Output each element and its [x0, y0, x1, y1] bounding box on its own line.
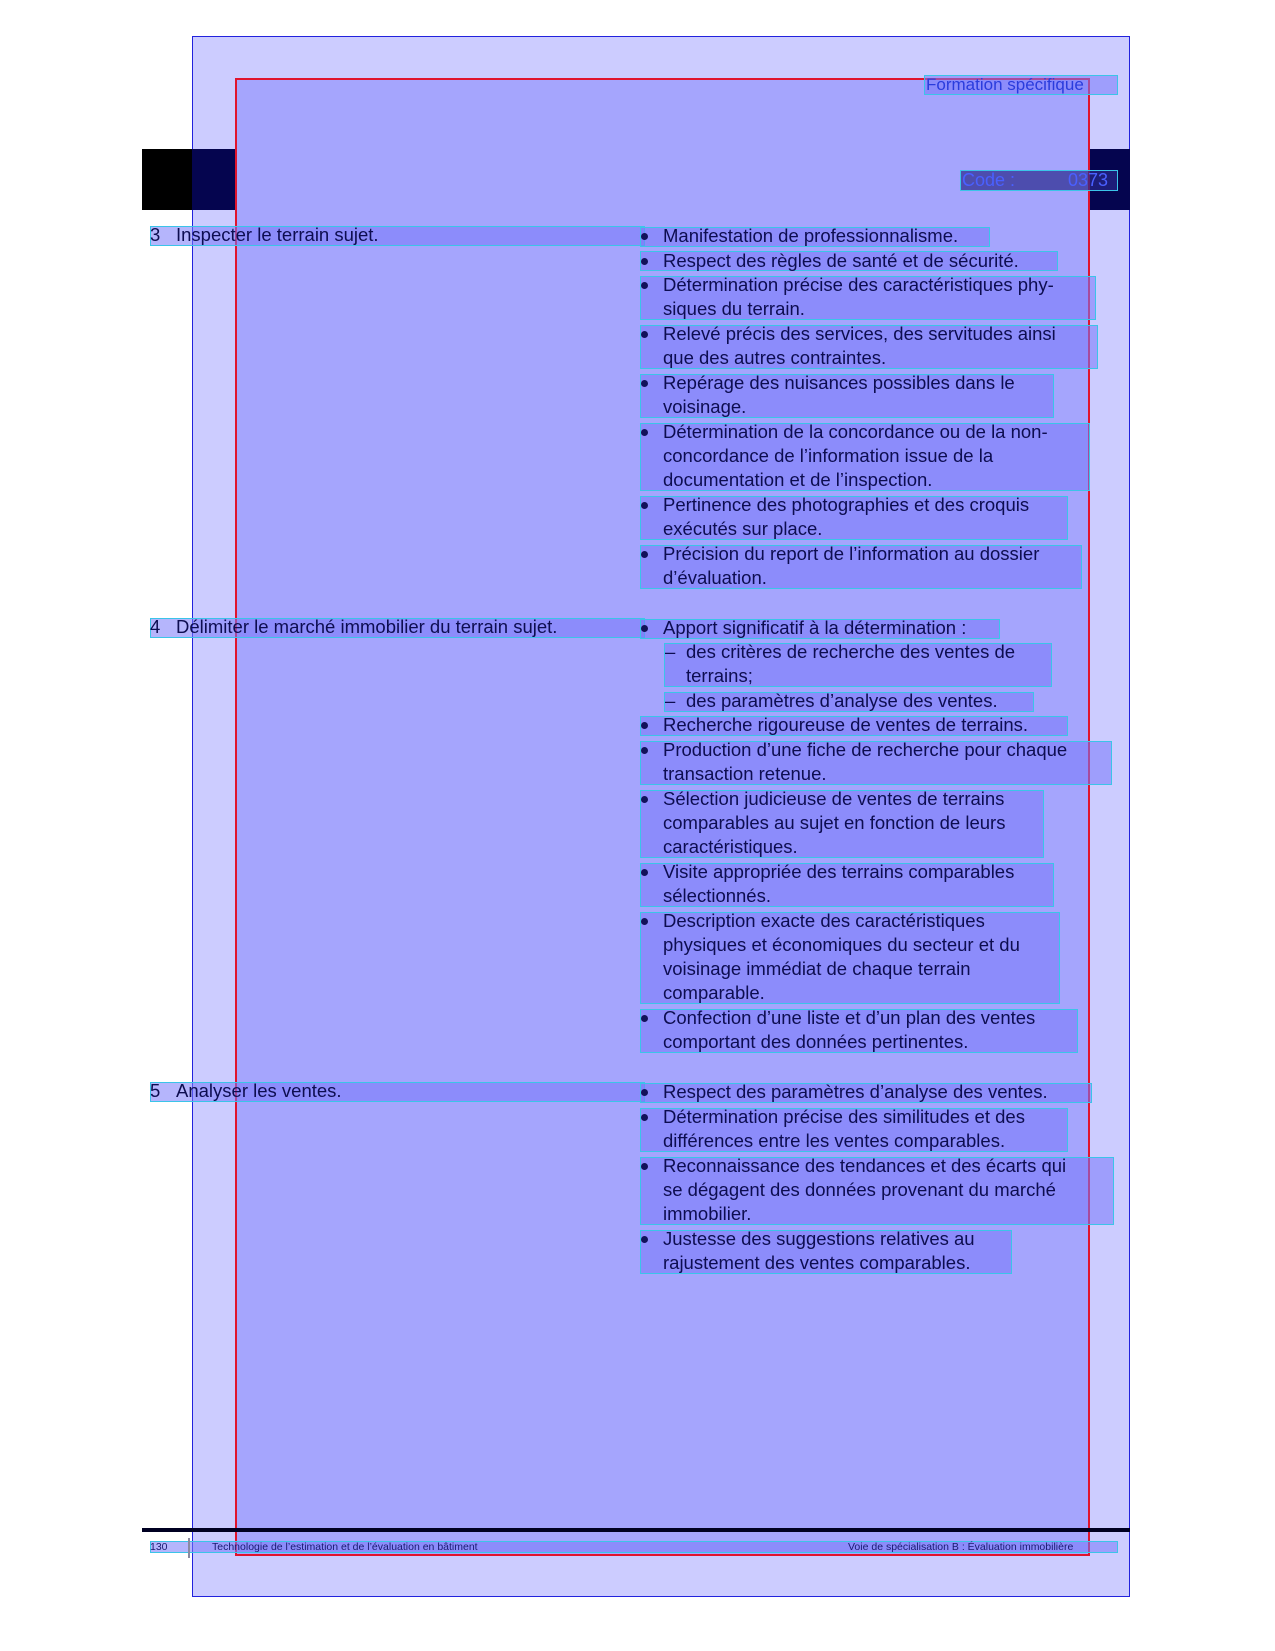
criterion-line: Respect des règles de santé et de sécurité. [663, 250, 1019, 271]
footer-option: Voie de spécialisation B : Évaluation immobilière [848, 1541, 1074, 1553]
criterion-line: que des autres contraintes. [663, 347, 887, 368]
bullet-icon [641, 502, 648, 509]
criterion-subline: des critères de recherche des ventes de [686, 641, 1016, 662]
bullet-icon [641, 551, 648, 558]
criterion-line: Détermination de la concordance ou de la non- [663, 421, 1048, 442]
criterion-line: comparables au sujet en fonction de leurs [663, 812, 1006, 833]
element-text-4: Délimiter le marché immobilier du terrain sujet. [176, 616, 558, 637]
element-number-4: 4 [150, 616, 161, 637]
criterion-line: Recherche rigoureuse de ventes de terrains. [663, 714, 1029, 735]
bullet-icon [641, 282, 648, 289]
criterion-line: Production d’une fiche de recherche pour chaque [663, 739, 1068, 760]
footer-divider [188, 1538, 190, 1558]
bullet-icon [641, 1236, 648, 1243]
element-text-5: Analyser les ventes. [176, 1080, 342, 1101]
element-number-5: 5 [150, 1080, 161, 1101]
criterion-line: immobilier. [663, 1203, 752, 1224]
criterion-line: Sélection judicieuse de ventes de terrains [663, 788, 1005, 809]
criterion-line: transaction retenue. [663, 763, 827, 784]
criterion-line: différences entre les ventes comparables. [663, 1130, 1006, 1151]
criterion-line: documentation et de l’inspection. [663, 469, 933, 490]
bullet-icon [641, 1114, 648, 1121]
criterion-subline: terrains; [686, 665, 753, 686]
criterion-line: rajustement des ventes comparables. [663, 1252, 971, 1273]
criterion-line: sélectionnés. [663, 885, 771, 906]
bullet-icon [641, 233, 648, 240]
criterion-line: physiques et économiques du secteur et du [663, 934, 1020, 955]
dash-icon: – [665, 641, 676, 662]
code-label: Code : [962, 170, 1016, 190]
bullet-icon [641, 722, 648, 729]
criterion-line: Reconnaissance des tendances et des écarts qui [663, 1155, 1067, 1176]
criterion-line: se dégagent des données provenant du marché [663, 1179, 1056, 1200]
criterion-line: voisinage immédiat de chaque terrain [663, 958, 971, 979]
bullet-icon [641, 331, 648, 338]
criterion-line: Confection d’une liste et d’un plan des ventes [663, 1007, 1036, 1028]
dash-icon: – [665, 690, 676, 711]
bullet-icon [641, 796, 648, 803]
criterion-subline: des paramètres d’analyse des ventes. [686, 690, 998, 711]
criterion-line: Détermination précise des caractéristiques phy- [663, 274, 1054, 295]
bullet-icon [641, 625, 648, 632]
criterion-line: voisinage. [663, 396, 747, 417]
criterion-line: exécutés sur place. [663, 518, 823, 539]
criterion-line: Description exacte des caractéristiques [663, 910, 985, 931]
element-text-3: Inspecter le terrain sujet. [176, 224, 379, 245]
criterion-line: Apport significatif à la détermination : [663, 617, 967, 638]
bullet-icon [641, 747, 648, 754]
bullet-icon [641, 1089, 648, 1096]
criterion-line: siques du terrain. [663, 298, 805, 319]
criterion-line: Relevé précis des services, des servitudes ainsi [663, 323, 1056, 344]
section-title: Formation spécifique [926, 75, 1084, 94]
bullet-icon [641, 258, 648, 265]
criterion-line: Justesse des suggestions relatives au [663, 1228, 975, 1249]
element-number-3: 3 [150, 224, 161, 245]
bullet-icon [641, 869, 648, 876]
criterion-line: Respect des paramètres d’analyse des ventes. [663, 1081, 1048, 1102]
bullet-icon [641, 429, 648, 436]
criterion-line: comportant des données pertinentes. [663, 1031, 969, 1052]
criterion-line: comparable. [663, 982, 765, 1003]
footer-rule [142, 1528, 1130, 1532]
criterion-line: Manifestation de professionnalisme. [663, 225, 959, 246]
criterion-line: d’évaluation. [663, 567, 767, 588]
code-value: 0373 [1068, 170, 1109, 190]
criterion-line: caractéristiques. [663, 836, 798, 857]
criterion-line: Pertinence des photographies et des croquis [663, 494, 1030, 515]
criterion-line: Visite appropriée des terrains comparables [663, 861, 1015, 882]
bullet-icon [641, 1015, 648, 1022]
criterion-line: Repérage des nuisances possibles dans le [663, 372, 1015, 393]
criterion-line: Précision du report de l’information au dossier [663, 543, 1040, 564]
criterion-line: concordance de l’information issue de la [663, 445, 994, 466]
footer-program: Technologie de l’estimation et de l’évaluation en bâtiment [212, 1541, 478, 1553]
bullet-icon [641, 380, 648, 387]
page-number: 130 [150, 1541, 168, 1553]
criterion-line: Détermination précise des similitudes et des [663, 1106, 1025, 1127]
bullet-icon [641, 918, 648, 925]
bullet-icon [641, 1163, 648, 1170]
